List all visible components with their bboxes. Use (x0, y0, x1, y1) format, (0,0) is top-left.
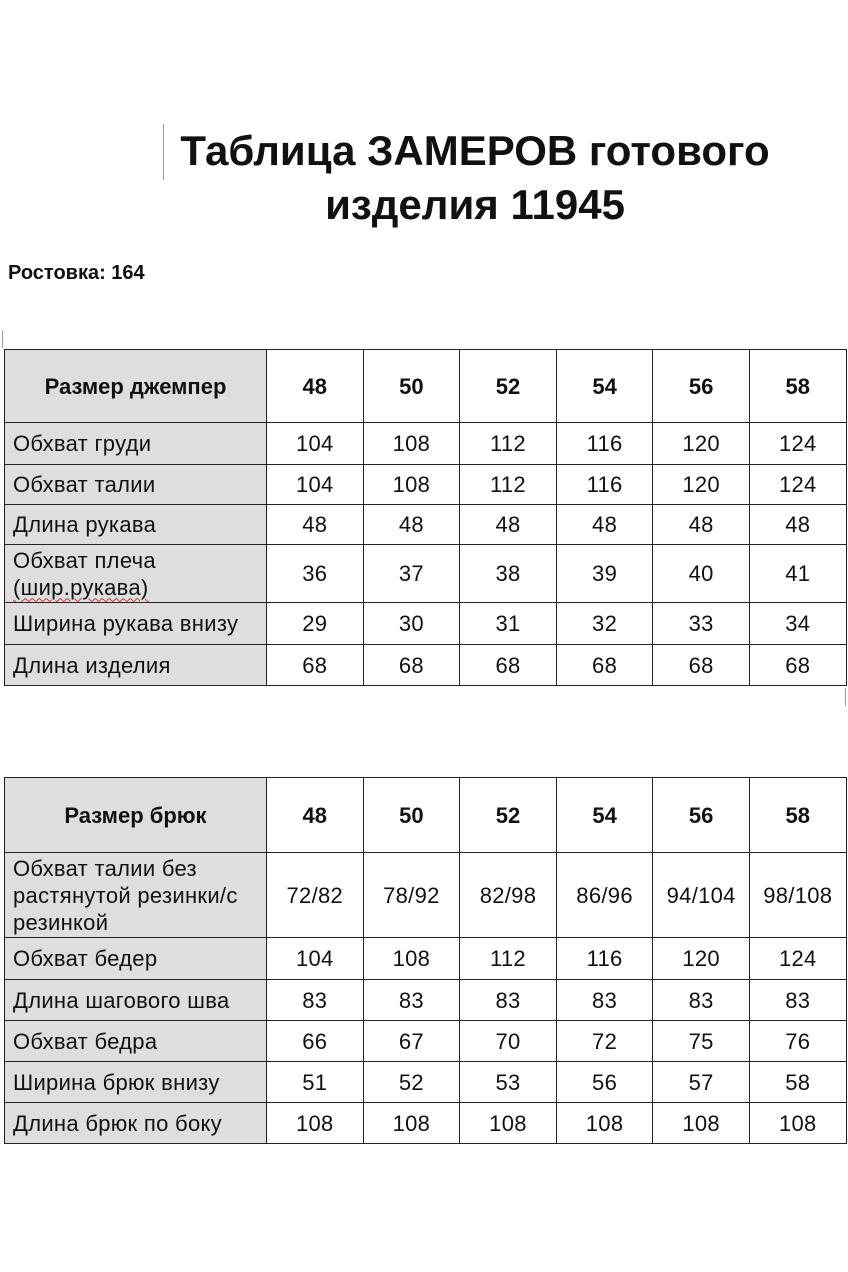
table-cell: 108 (267, 1103, 364, 1144)
table-cell: 83 (556, 980, 653, 1021)
table-row (5, 645, 847, 686)
table-cell: 120 (653, 423, 750, 465)
table-cell: 68 (267, 645, 364, 686)
table-cell: 70 (460, 1021, 557, 1062)
size-header: 50 (363, 350, 460, 423)
table-cell: 48 (556, 505, 653, 545)
table-cell: 108 (363, 423, 460, 465)
table-cell: 48 (460, 505, 557, 545)
table-cell: 39 (556, 545, 653, 603)
row-label: Обхват груди (5, 423, 267, 465)
size-header: 58 (749, 350, 846, 423)
table-cell: 108 (363, 465, 460, 505)
row-label: Ширина рукава внизу (5, 603, 267, 645)
table-cell: 108 (460, 1103, 557, 1144)
table-cell: 68 (749, 645, 846, 686)
row-label-line: Обхват талии без (13, 855, 197, 881)
size-header: 48 (267, 350, 364, 423)
table-cell: 36 (267, 545, 364, 603)
table-cell: 67 (363, 1021, 460, 1062)
title-line-2: изделия 11945 (325, 181, 625, 228)
table-cell: 40 (653, 545, 750, 603)
row-label: Длина изделия (5, 645, 267, 686)
table-cell: 29 (267, 603, 364, 645)
title-line-1: Таблица ЗАМЕРОВ готового (180, 127, 770, 174)
table-cell: 112 (460, 423, 557, 465)
margin-mark (2, 330, 3, 348)
size-header: 58 (749, 778, 846, 853)
table-header-row (5, 778, 847, 853)
table-row (5, 465, 847, 505)
table-cell: 120 (653, 465, 750, 505)
table-row (5, 1062, 847, 1103)
row-label-line: резинкой (13, 909, 109, 935)
jumper-size-header: Размер джемпер (5, 350, 267, 423)
row-label (5, 853, 267, 938)
row-label (5, 545, 267, 603)
table-cell: 104 (267, 465, 364, 505)
row-label: Обхват бедра (5, 1021, 267, 1062)
margin-mark (845, 688, 846, 706)
row-label: Обхват талии (5, 465, 267, 505)
table-cell: 112 (460, 938, 557, 980)
pants-size-header: Размер брюк (5, 778, 267, 853)
pants-size-table (4, 777, 847, 1144)
size-header: 50 (363, 778, 460, 853)
row-label: Обхват бедер (5, 938, 267, 980)
table-cell: 33 (653, 603, 750, 645)
table-cell: 34 (749, 603, 846, 645)
table-cell: 108 (749, 1103, 846, 1144)
table-cell: 75 (653, 1021, 750, 1062)
table-cell: 108 (556, 1103, 653, 1144)
table-cell: 68 (556, 645, 653, 686)
table-cell: 116 (556, 938, 653, 980)
table-cell: 31 (460, 603, 557, 645)
table-cell: 112 (460, 465, 557, 505)
table-cell: 48 (363, 505, 460, 545)
table-cell: 53 (460, 1062, 557, 1103)
table-cell: 94/104 (653, 853, 750, 938)
table-cell: 83 (749, 980, 846, 1021)
row-label: Ширина брюк внизу (5, 1062, 267, 1103)
table-row (5, 938, 847, 980)
table-cell: 32 (556, 603, 653, 645)
table-cell: 48 (267, 505, 364, 545)
table-cell: 86/96 (556, 853, 653, 938)
table-cell: 38 (460, 545, 557, 603)
table-cell: 58 (749, 1062, 846, 1103)
table-cell: 83 (363, 980, 460, 1021)
table-cell: 98/108 (749, 853, 846, 938)
row-label: Длина брюк по боку (5, 1103, 267, 1144)
table-cell: 78/92 (363, 853, 460, 938)
table-cell: 51 (267, 1062, 364, 1103)
table-cell: 108 (653, 1103, 750, 1144)
table-cell: 37 (363, 545, 460, 603)
table-cell: 124 (749, 938, 846, 980)
table-cell: 66 (267, 1021, 364, 1062)
table-cell: 108 (363, 938, 460, 980)
size-header: 54 (556, 350, 653, 423)
row-label-line: растянутой резинки/с (13, 882, 238, 908)
table-cell: 83 (267, 980, 364, 1021)
size-header: 48 (267, 778, 364, 853)
table-row (5, 505, 847, 545)
table-cell: 76 (749, 1021, 846, 1062)
table-cell: 72/82 (267, 853, 364, 938)
table-cell: 52 (363, 1062, 460, 1103)
table-row (5, 1021, 847, 1062)
table-cell: 68 (363, 645, 460, 686)
row-label: Длина шагового шва (5, 980, 267, 1021)
table-cell: 83 (460, 980, 557, 1021)
table-cell: 104 (267, 938, 364, 980)
table-cell: 30 (363, 603, 460, 645)
size-header: 52 (460, 778, 557, 853)
table-cell: 116 (556, 465, 653, 505)
table-cell: 82/98 (460, 853, 557, 938)
table-row (5, 1103, 847, 1144)
document-title (100, 124, 848, 232)
table-cell: 72 (556, 1021, 653, 1062)
table-cell: 68 (653, 645, 750, 686)
height-label: Ростовка: 164 (8, 262, 145, 284)
table-cell: 124 (749, 423, 846, 465)
row-label-line: (шир.рукава) (13, 574, 149, 600)
size-header: 54 (556, 778, 653, 853)
size-header: 52 (460, 350, 557, 423)
table-header-row (5, 350, 847, 423)
table-row (5, 423, 847, 465)
jumper-size-table (4, 349, 847, 686)
table-cell: 116 (556, 423, 653, 465)
table-cell: 68 (460, 645, 557, 686)
row-label: Длина рукава (5, 505, 267, 545)
table-cell: 124 (749, 465, 846, 505)
table-cell: 108 (363, 1103, 460, 1144)
table-cell: 57 (653, 1062, 750, 1103)
table-row (5, 545, 847, 603)
table-cell: 120 (653, 938, 750, 980)
size-header: 56 (653, 350, 750, 423)
table-cell: 83 (653, 980, 750, 1021)
table-cell: 41 (749, 545, 846, 603)
table-row (5, 980, 847, 1021)
size-header: 56 (653, 778, 750, 853)
table-row (5, 853, 847, 938)
table-cell: 104 (267, 423, 364, 465)
table-cell: 56 (556, 1062, 653, 1103)
row-label-line: Обхват плеча (13, 547, 156, 573)
table-cell: 48 (749, 505, 846, 545)
table-cell: 48 (653, 505, 750, 545)
table-row (5, 603, 847, 645)
